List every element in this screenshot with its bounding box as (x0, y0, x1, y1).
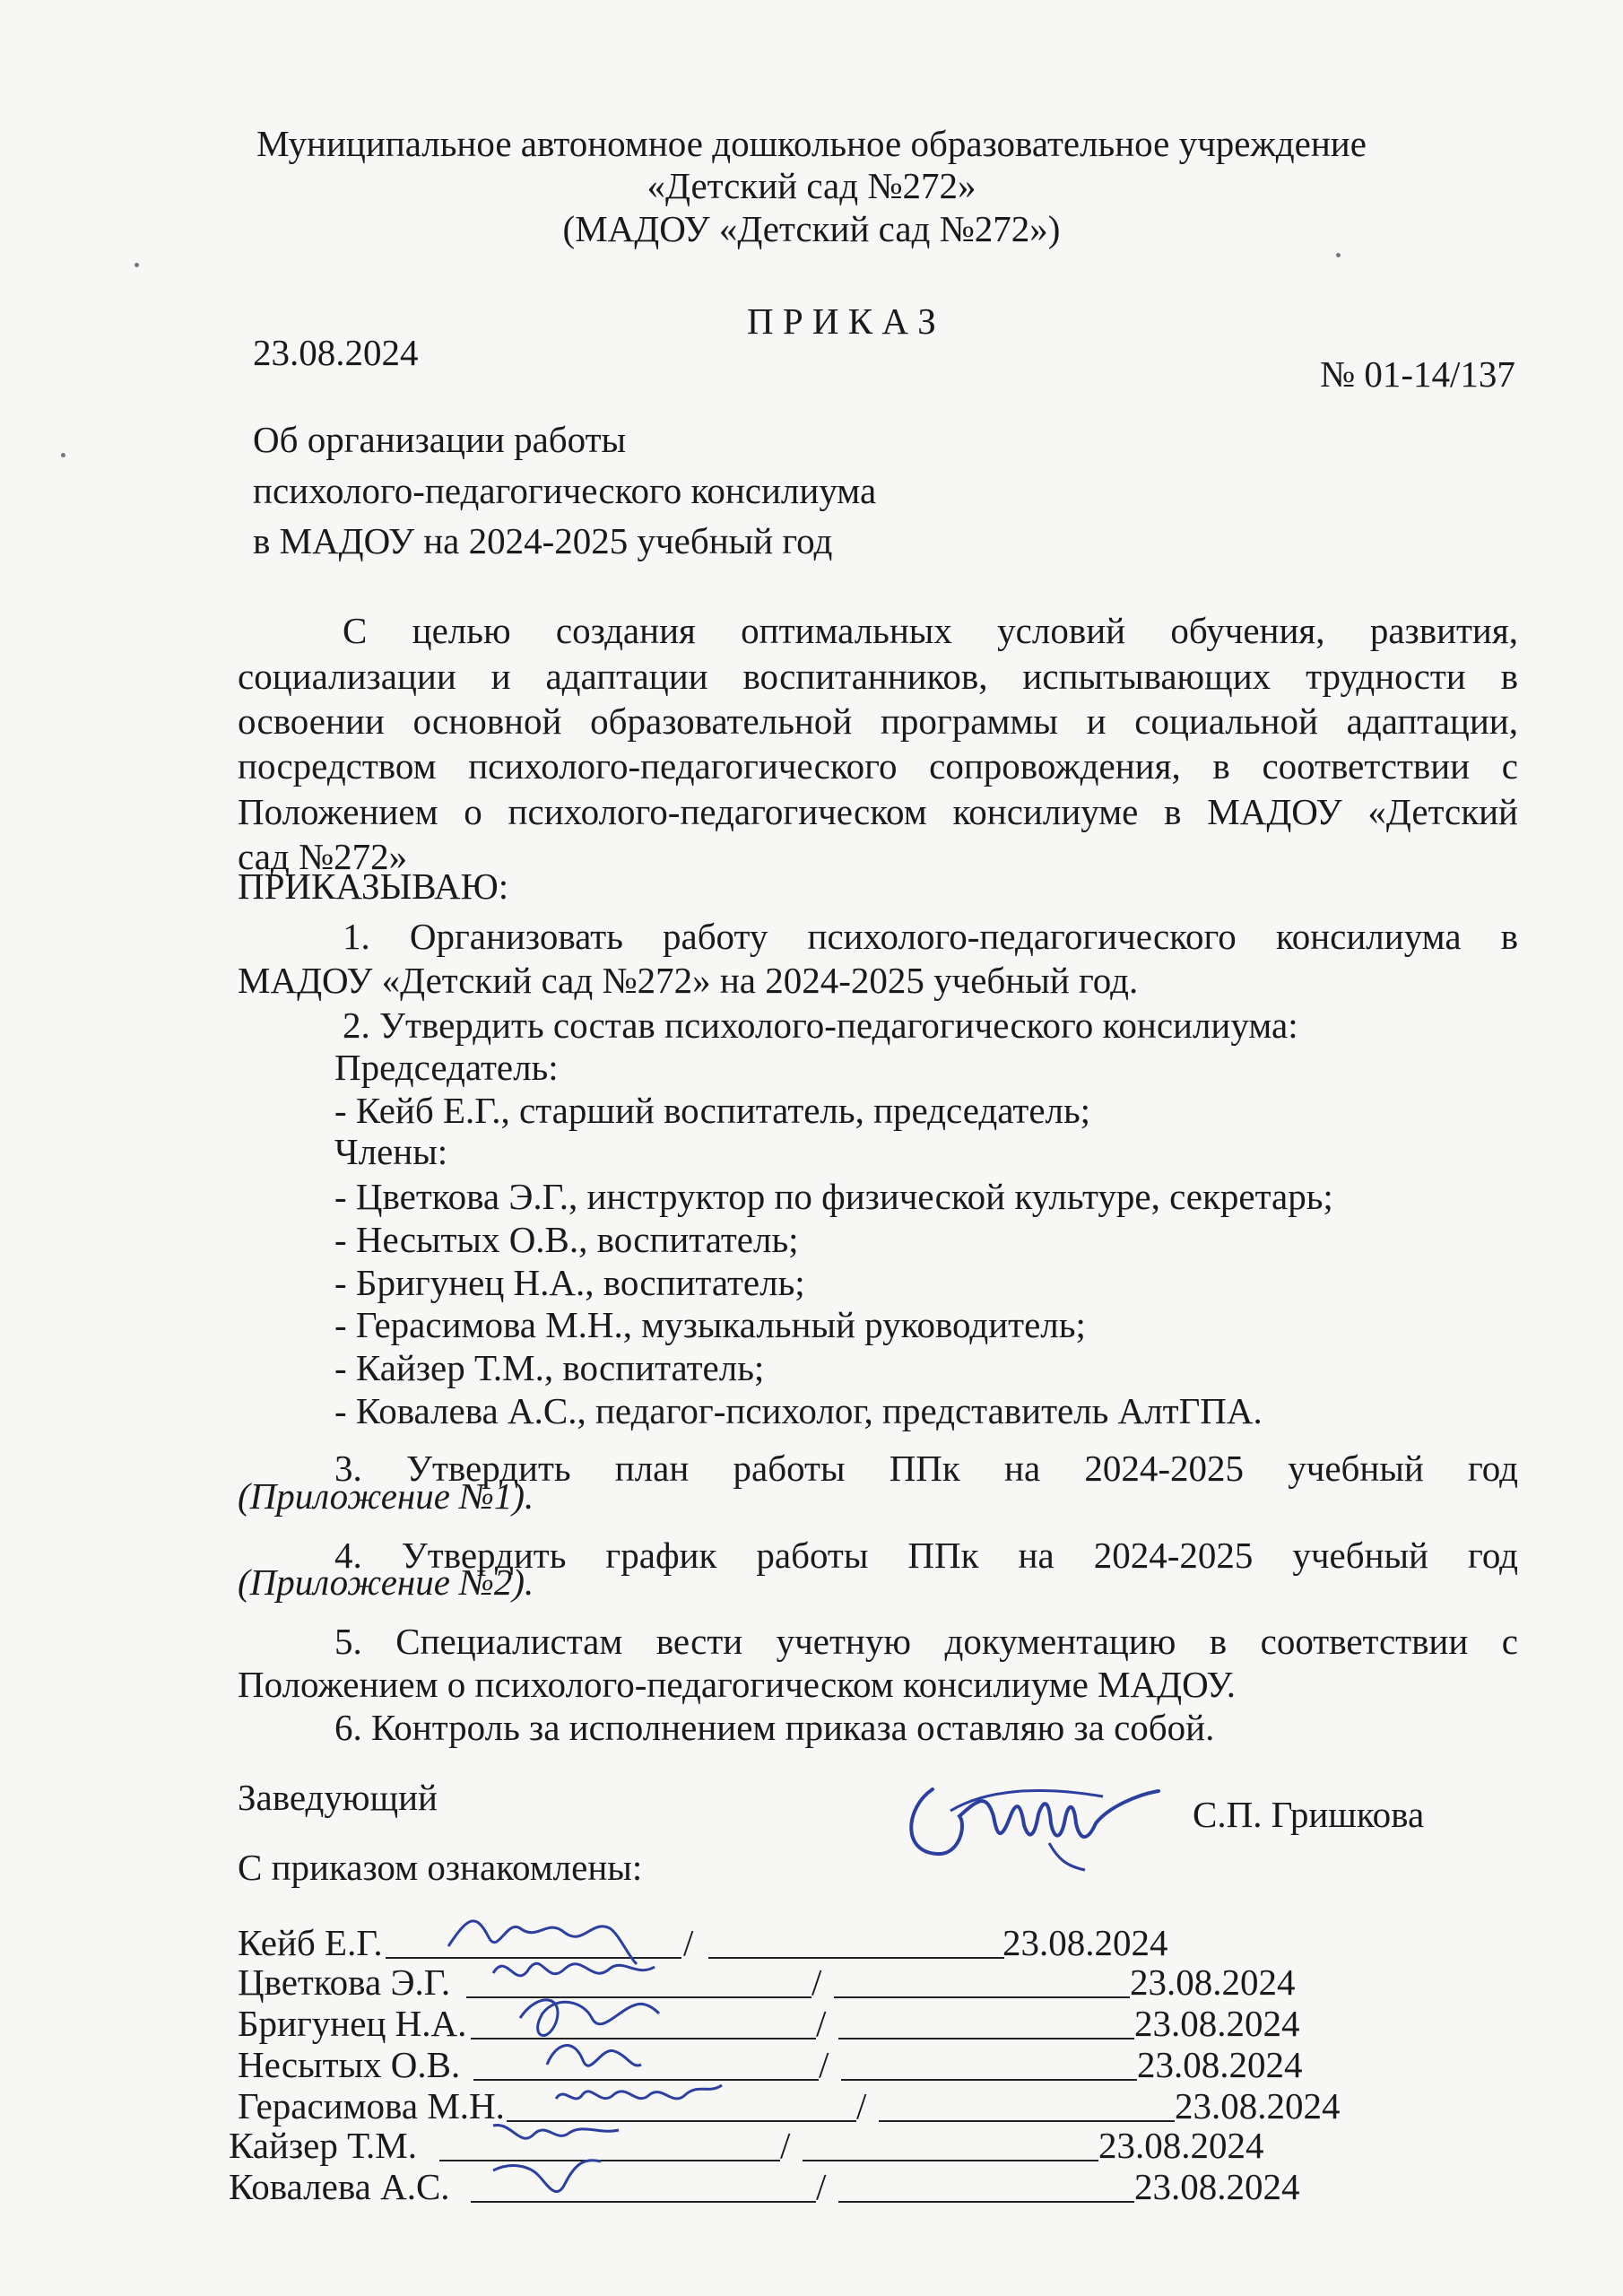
acq-separator: / (819, 2044, 829, 2085)
acq-date: 23.08.2024 (1098, 2125, 1264, 2166)
item-4-line-2: (Приложение №2). (238, 1561, 534, 1603)
order-number: № 01-14/137 (1320, 353, 1515, 395)
member-entry: - Ковалева А.С., педагог-психолог, представитель АлтГПА. (334, 1390, 1263, 1431)
members-label: Члены: (334, 1131, 448, 1172)
acq-name: Герасимова М.Н. (238, 2085, 505, 2126)
preamble-line-3: освоении основной образовательной программы и социальной адаптации, (238, 700, 1518, 742)
acq-date: 23.08.2024 (1130, 1961, 1296, 2003)
preamble-line-5: Положением о психолого-педагогическом консилиуме в МАДОУ «Детский (238, 791, 1518, 832)
org-short-line: «Детский сад №272» (647, 165, 976, 206)
date-line (803, 2160, 1098, 2161)
acq-name: Кейб Е.Г. (238, 1922, 383, 1963)
preamble-line-2: социализации и адаптации воспитанников, испытывающих трудности в (238, 656, 1518, 697)
acq-separator: / (816, 2003, 827, 2044)
order-word: ПРИКАЗЫВАЮ: (238, 865, 509, 907)
acq-name: Бригунец Н.А. (238, 2003, 467, 2044)
member-entry: - Несытых О.В., воспитатель; (334, 1219, 799, 1260)
member-entry: - Кайзер Т.М., воспитатель; (334, 1347, 765, 1388)
director-signature (897, 1753, 1166, 1883)
chair-label: Председатель: (334, 1047, 559, 1088)
subject-line-2: психолого-педагогического консилиума (253, 470, 877, 511)
subject-line-1: Об организации работы (253, 419, 627, 460)
preamble-line-4: посредством психолого-педагогического сопровождения, в соответствии с (238, 745, 1518, 787)
acq-separator: / (780, 2125, 791, 2166)
item-3-line-1: 3. Утвердить план работы ППк на 2024-2025 учебный год (334, 1448, 1518, 1489)
acquainted-label: С приказом ознакомлены: (238, 1847, 643, 1888)
signatory-role: Заведующий (238, 1777, 438, 1818)
acq-date: 23.08.2024 (1002, 1922, 1168, 1963)
acq-name: Кайзер Т.М. (229, 2125, 417, 2166)
item-1-line-2: МАДОУ «Детский сад №272» на 2024-2025 учебный год. (238, 960, 1139, 1001)
date-line (838, 2038, 1134, 2039)
member-entry: - Герасимова М.Н., музыкальный руководитель; (334, 1304, 1086, 1345)
date-line (834, 1996, 1130, 1998)
org-name-line: Муниципальное автономное дошкольное образовательное учреждение (256, 123, 1367, 164)
item-4-line-1: 4. Утвердить график работы ППк на 2024-2025 учебный год (334, 1535, 1518, 1576)
chair-entry: - Кейб Е.Г., старший воспитатель, председатель; (334, 1090, 1091, 1131)
acq-name: Ковалева А.С. (229, 2166, 450, 2207)
signature-scribble (484, 2148, 610, 2215)
org-abbrev-line: (МАДОУ «Детский сад №272») (562, 208, 1061, 249)
member-entry: - Цветкова Э.Г., инструктор по физической культуре, секретарь; (334, 1176, 1333, 1217)
item-6: 6. Контроль за исполнением приказа оставляю за собой. (334, 1707, 1215, 1748)
subject-line-3: в МАДОУ на 2024-2025 учебный год (253, 520, 833, 561)
item-3-line-2: (Приложение №1). (238, 1475, 534, 1517)
item-1-line-1: 1. Организовать работу психолого-педагогического консилиума в (343, 916, 1518, 957)
scan-speck (1336, 253, 1341, 257)
order-date: 23.08.2024 (253, 332, 419, 373)
signatory-name: С.П. Гришкова (1193, 1794, 1425, 1835)
member-entry: - Бригунец Н.А., воспитатель; (334, 1262, 805, 1303)
acq-separator: / (816, 2166, 827, 2207)
item-5-line-1: 5. Специалистам вести учетную документацию в соответствии с (334, 1621, 1518, 1662)
acq-separator: / (856, 2085, 867, 2126)
date-line (841, 2079, 1137, 2081)
preamble-line-6: сад №272» (238, 836, 408, 877)
acq-date: 23.08.2024 (1134, 2003, 1300, 2044)
date-line (838, 2201, 1134, 2203)
acq-separator: / (683, 1922, 694, 1963)
scan-speck (61, 453, 65, 457)
preamble-line-1: С целью создания оптимальных условий обучения, развития, (343, 610, 1518, 651)
order-title: П Р И К А З (747, 300, 936, 342)
acq-name: Цветкова Э.Г. (238, 1961, 451, 2003)
scan-speck (135, 263, 139, 267)
acq-date: 23.08.2024 (1134, 2166, 1300, 2207)
acq-separator: / (812, 1961, 822, 2003)
item-5-line-2: Положением о психолого-педагогическом консилиуме МАДОУ. (238, 1664, 1237, 1705)
item-2: 2. Утвердить состав психолого-педагогического консилиума: (343, 1004, 1298, 1046)
date-line (879, 2120, 1175, 2122)
acq-name: Несытых О.В. (238, 2044, 461, 2085)
date-line (708, 1957, 1004, 1959)
acq-date: 23.08.2024 (1137, 2044, 1303, 2085)
acq-date: 23.08.2024 (1175, 2085, 1341, 2126)
